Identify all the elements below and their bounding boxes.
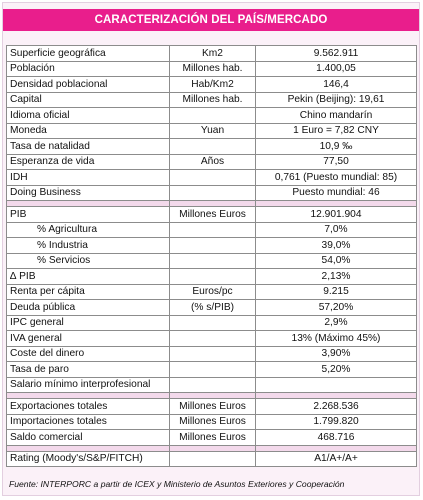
- table-row: [7, 92, 417, 108]
- row-unit: [170, 253, 256, 269]
- table-row: [7, 207, 417, 223]
- row-unit: Hab/Km2: [170, 77, 256, 93]
- table-row: [7, 154, 417, 170]
- table-row: [7, 139, 417, 155]
- row-value: 468.716: [256, 430, 417, 446]
- table-row: [7, 315, 417, 331]
- row-value: 1.400,05: [256, 61, 417, 77]
- table-title: CARACTERIZACIÓN DEL PAÍS/MERCADO: [3, 9, 419, 31]
- table-row: [7, 430, 417, 446]
- row-label: PIB: [7, 207, 170, 223]
- row-value: 12.901.904: [256, 207, 417, 223]
- table-row: [7, 170, 417, 186]
- row-label: IVA general: [7, 331, 170, 347]
- row-label: Importaciones totales: [7, 414, 170, 430]
- row-label: Coste del dinero: [7, 346, 170, 362]
- row-label: % Agricultura: [7, 222, 170, 238]
- row-value: Puesto mundial: 46: [256, 185, 417, 201]
- row-label: IPC general: [7, 315, 170, 331]
- table-row: [7, 451, 417, 467]
- row-unit: [170, 108, 256, 124]
- source-note: Fuente: INTERPORC a partir de ICEX y Ministerio de Asuntos Exteriores y Cooperación: [9, 479, 345, 489]
- table-row: [7, 222, 417, 238]
- row-value: [256, 377, 417, 393]
- row-unit: Millones hab.: [170, 92, 256, 108]
- row-unit: Millones Euros: [170, 414, 256, 430]
- row-label: Renta per cápita: [7, 284, 170, 300]
- row-value: 10,9 ‰: [256, 139, 417, 155]
- row-label: % Servicios: [7, 253, 170, 269]
- row-value: 9.562.911: [256, 46, 417, 62]
- table-row: [7, 123, 417, 139]
- table-row: [7, 346, 417, 362]
- table-row: [7, 377, 417, 393]
- row-value: A1/A+/A+: [256, 451, 417, 467]
- row-label: Esperanza de vida: [7, 154, 170, 170]
- row-unit: [170, 222, 256, 238]
- row-label: Deuda pública: [7, 300, 170, 316]
- row-value: 54,0%: [256, 253, 417, 269]
- row-value: 2,13%: [256, 269, 417, 285]
- table-row: [7, 399, 417, 415]
- row-unit: [170, 451, 256, 467]
- row-unit: Millones Euros: [170, 207, 256, 223]
- table-row: [7, 269, 417, 285]
- row-label: Salario mínimo interprofesional: [7, 377, 170, 393]
- row-value: 1.799.820: [256, 414, 417, 430]
- row-label: IDH: [7, 170, 170, 186]
- row-unit: Yuan: [170, 123, 256, 139]
- row-unit: [170, 377, 256, 393]
- row-unit: [170, 139, 256, 155]
- row-unit: [170, 269, 256, 285]
- row-unit: [170, 185, 256, 201]
- table-row: [7, 46, 417, 62]
- row-unit: [170, 346, 256, 362]
- table-row: [7, 253, 417, 269]
- row-value: Pekin (Beijing): 19,61: [256, 92, 417, 108]
- row-label: Idioma oficial: [7, 108, 170, 124]
- country-profile-card: [2, 2, 420, 496]
- row-value: 57,20%: [256, 300, 417, 316]
- table-row: [7, 414, 417, 430]
- row-label: Población: [7, 61, 170, 77]
- table-row: [7, 185, 417, 201]
- row-label: Moneda: [7, 123, 170, 139]
- row-unit: [170, 362, 256, 378]
- row-label: Tasa de natalidad: [7, 139, 170, 155]
- row-label: Saldo comercial: [7, 430, 170, 446]
- table-row: [7, 331, 417, 347]
- row-unit: Millones Euros: [170, 430, 256, 446]
- row-unit: (% s/PIB): [170, 300, 256, 316]
- row-unit: [170, 315, 256, 331]
- row-value: 3,90%: [256, 346, 417, 362]
- row-value: 39,0%: [256, 238, 417, 254]
- row-label: Densidad poblacional: [7, 77, 170, 93]
- table-row: [7, 362, 417, 378]
- row-unit: [170, 238, 256, 254]
- row-unit: [170, 331, 256, 347]
- row-unit: Años: [170, 154, 256, 170]
- row-value: Chino mandarín: [256, 108, 417, 124]
- row-unit: Millones hab.: [170, 61, 256, 77]
- row-label: Exportaciones totales: [7, 399, 170, 415]
- row-value: 5,20%: [256, 362, 417, 378]
- row-value: 2.268.536: [256, 399, 417, 415]
- row-unit: [170, 170, 256, 186]
- row-unit: Euros/pc: [170, 284, 256, 300]
- table-row: [7, 61, 417, 77]
- row-value: 7,0%: [256, 222, 417, 238]
- row-label: % Industria: [7, 238, 170, 254]
- table-row: [7, 300, 417, 316]
- row-value: 2,9%: [256, 315, 417, 331]
- row-label: Tasa de paro: [7, 362, 170, 378]
- row-value: 9.215: [256, 284, 417, 300]
- row-unit: Km2: [170, 46, 256, 62]
- row-value: 13% (Máximo 45%): [256, 331, 417, 347]
- table-row: [7, 284, 417, 300]
- country-data-table: [6, 45, 417, 467]
- table-row: [7, 108, 417, 124]
- row-label: Superficie geográfica: [7, 46, 170, 62]
- table-row: [7, 77, 417, 93]
- row-value: 146,4: [256, 77, 417, 93]
- row-value: 77,50: [256, 154, 417, 170]
- table-row: [7, 238, 417, 254]
- row-label: Capital: [7, 92, 170, 108]
- row-value: 1 Euro = 7,82 CNY: [256, 123, 417, 139]
- row-label: Doing Business: [7, 185, 170, 201]
- row-value: 0,761 (Puesto mundial: 85): [256, 170, 417, 186]
- row-unit: Millones Euros: [170, 399, 256, 415]
- row-label: Rating (Moody's/S&P/FITCH): [7, 451, 170, 467]
- row-label: ∆ PIB: [7, 269, 170, 285]
